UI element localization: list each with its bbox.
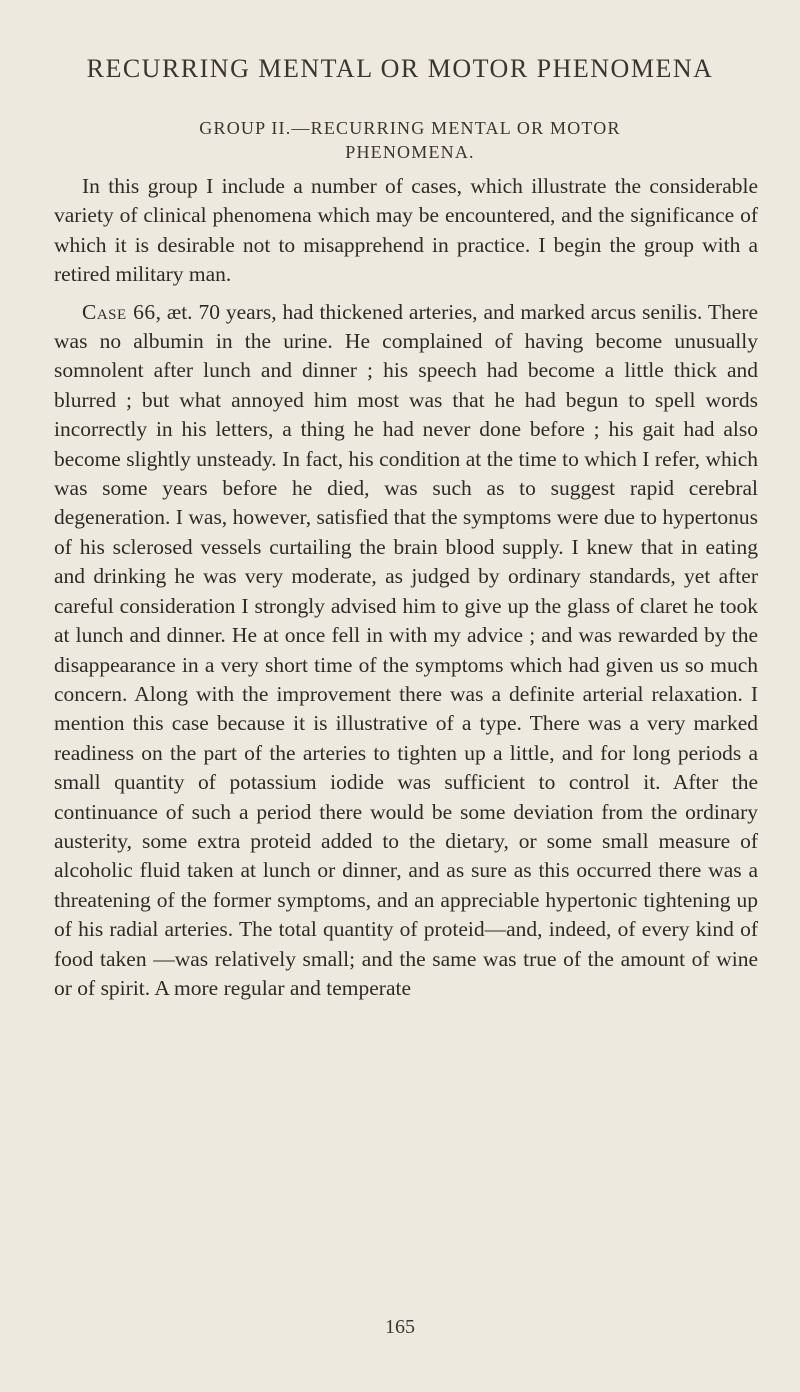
page-number: 165 — [385, 1316, 415, 1338]
section-heading — [90, 116, 730, 164]
case-66-text: , æt. 70 years, had thickened arteries, and marked arcus senilis. There was no albumin in the urine. He complained of having become unusually somnolent after lunch and dinner ; his speech had become a little thick and blurred ; but what annoyed him most was that he had begun to spell words incorrectly in his letters, a thing he had never done before ; his gait had also become slightly unsteady. In fact, his condition at the time to which I refer, which was some years before he died, was such as to suggest rapid cerebral degeneration. I was, however, satisfied that the symptoms were due to hypertonus of his sclerosed vessels curtailing the brain blood supply. I knew that in eating and drinking he was very moderate, as judged by ordinary standards, yet after careful consideration I strongly advised him to give up the glass of claret he took at lunch and dinner. He at once fell in with my advice ; and was rewarded by the disappearance in a very short time of the symptoms which had given us so much concern. Along with the improvement there was a definite arterial relaxation. I mention this case because it is illustrative of a type. There was a very marked readiness on the part of the arteries to tighten up a little, and for long periods a small quantity of potassium iodide was sufficient to control it. After the continuance of such a period there would be some deviation from the ordinary austerity, some extra proteid added to the dietary, or some small measure of alcoholic fluid taken at lunch or dinner, and as sure as this occurred there was a threatening of the former symptoms, and an appreciable hypertonic tightening up of his radial arteries. The total quantity of proteid—and, indeed, of every kind of food taken —was relatively small; and the same was true of the amount of wine or of spirit. A more regular and temperate — [54, 299, 758, 1000]
running-head: RECURRING MENTAL OR MOTOR PHENOMENA — [86, 54, 714, 83]
case-label: Case 66 — [82, 299, 156, 324]
paragraph-intro: In this group I include a number of cases, which illustrate the considerable variety of clinical phenomena which may be encountered, and the significance of which it is desirable not to misapprehend in practice. I begin the group with a retired military man. — [54, 174, 758, 287]
section-heading-line-2: PHENOMENA. — [345, 142, 475, 162]
body-text — [54, 172, 758, 1003]
paragraph-case-66 — [54, 298, 758, 1004]
section-heading-line-1: GROUP II.—RECURRING MENTAL OR MOTOR — [199, 118, 621, 138]
